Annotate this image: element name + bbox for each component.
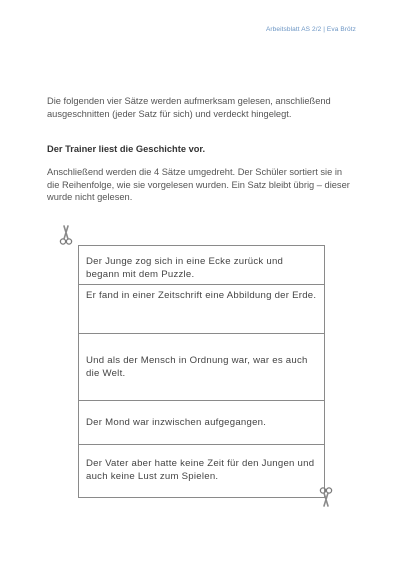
instructions-text: Anschließend werden die 4 Sätze umgedreht. Der Schüler sortiert sie in die Reihenfolge, wie sie vorgelesen wurden. Ein Satz bleibt übrig – dieser wurde nicht gelesen. [47, 167, 350, 203]
intro-text: Die folgenden vier Sätze werden aufmerksam gelesen, anschließend ausgeschnitten (jeder Satz für sich) und verdeckt hingelegt. [47, 96, 331, 119]
section-heading: Der Trainer liest die Geschichte vor. [47, 144, 206, 154]
sentence-card [79, 445, 324, 497]
scissors-icon [58, 224, 74, 246]
sentence-text: Der Mond war inzwischen aufgegangen. [86, 416, 267, 428]
page-header: Arbeitsblatt AS 2/2 | Eva Brötz [265, 26, 356, 33]
sentence-text: Der Junge zog sich in eine Ecke zurück und begann mit dem Puzzle. [86, 255, 284, 280]
sentence-card [79, 285, 324, 334]
sentence-card [79, 246, 324, 285]
sentence-text: Und als der Mensch in Ordnung war, war es auch die Welt. [86, 354, 308, 379]
sentence-text: Der Vater aber hatte keine Zeit für den Jungen und auch keine Lust zum Spielen. [86, 458, 315, 483]
sentence-card [79, 334, 324, 401]
sentence-card [79, 401, 324, 445]
scissors-icon [318, 486, 334, 508]
cut-out-cards [78, 245, 325, 498]
sentence-text: Er fand in einer Zeitschrift eine Abbildung der Erde. [86, 290, 317, 301]
